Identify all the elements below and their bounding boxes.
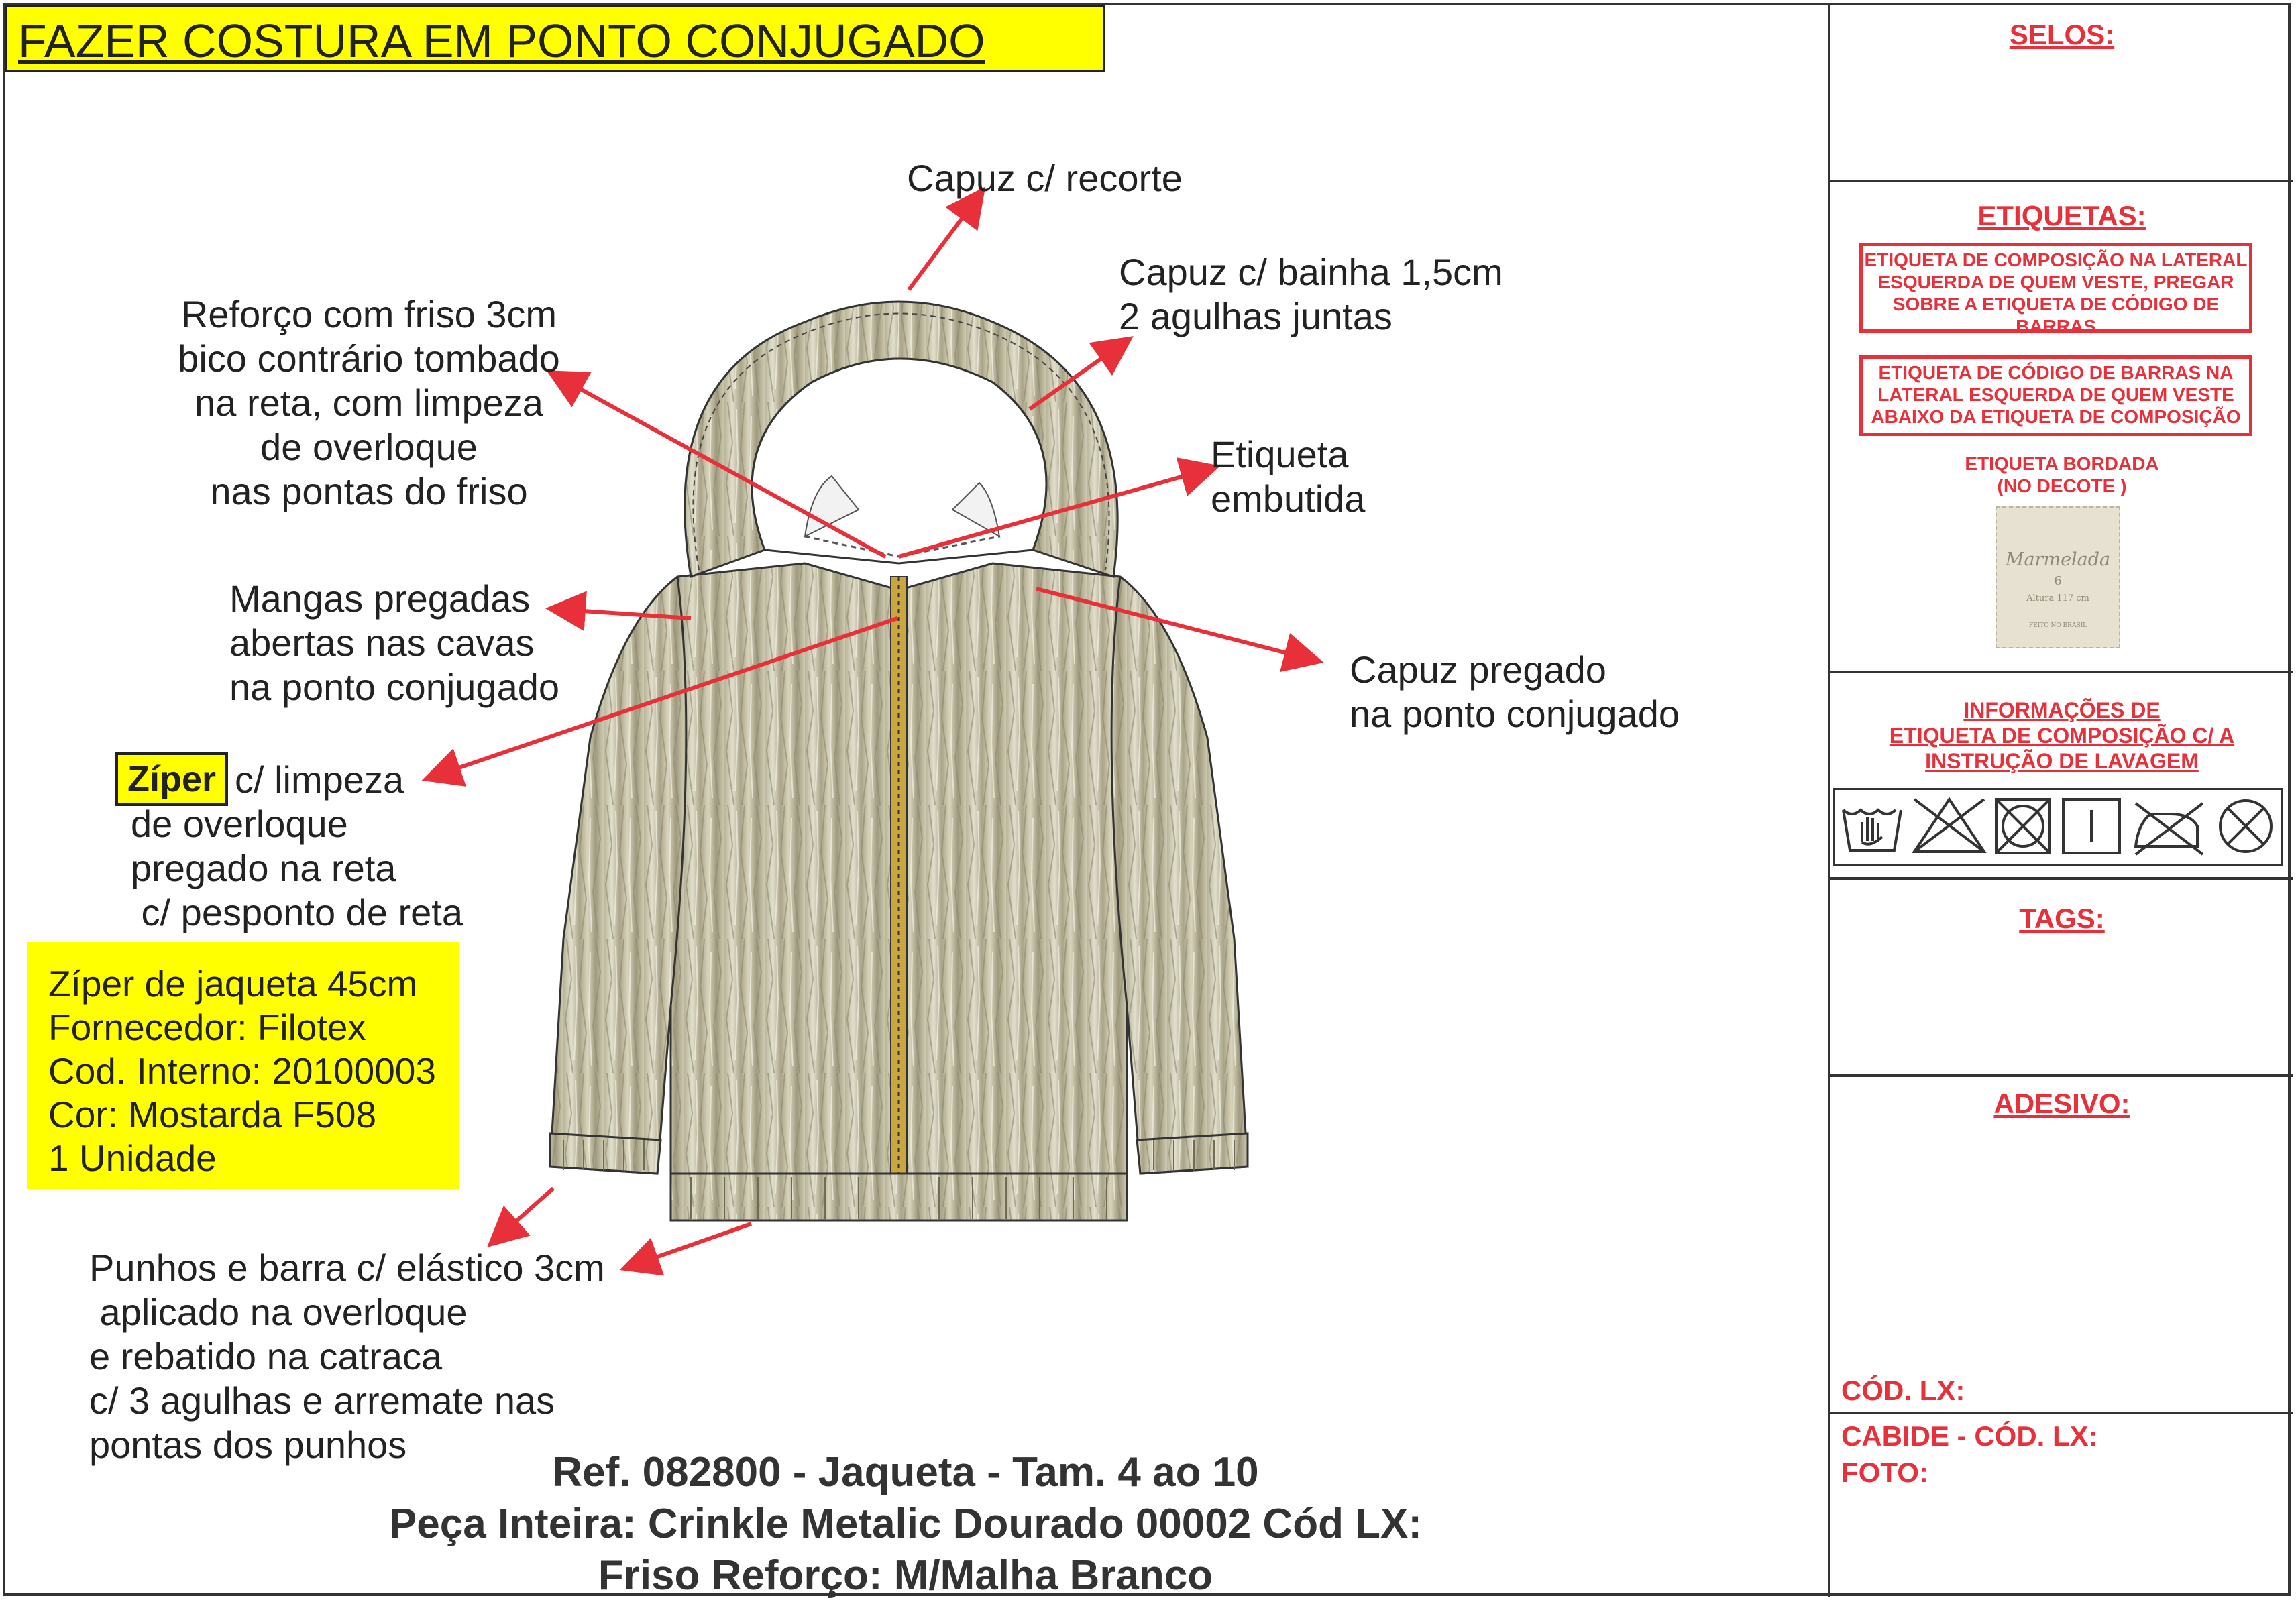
etiqueta-bordada-label: ETIQUETA BORDADA (NO DECOTE ) [1965, 453, 2159, 496]
no-bleach-icon [1914, 799, 1984, 852]
note-capuz-pregado: Capuz pregado na ponto conjugado [1350, 648, 1680, 735]
footer-peca: Peça Inteira: Crinkle Metalic Dourado 00002 Cód LX: [388, 1501, 1423, 1547]
note-capuz-bainha: Capuz c/ bainha 1,5cm 2 agulhas juntas [1119, 251, 1503, 337]
no-dry-clean-icon [2220, 801, 2271, 852]
sidebar-separator [1828, 671, 2293, 673]
informacoes-heading: INFORMAÇÕES DE ETIQUETA DE COMPOSIÇÃO C/ A INSTRUÇÃO DE LAVAGEM [1889, 698, 2235, 773]
note-etiqueta-embutida: Etiqueta embutida [1211, 433, 1366, 520]
etiqueta-codigo-box: ETIQUETA DE CÓDIGO DE BARRAS NA LATERAL ESQUERDA DE QUEM VESTE ABAIXO DA ETIQUETA DE COMPOSIÇÃO [1859, 355, 2252, 436]
ziper-highlight: Zíper [115, 752, 228, 806]
page-title: FAZER COSTURA EM PONTO CONJUGADO [5, 5, 1105, 72]
line-dry-icon [2063, 799, 2120, 853]
label-made: FEITO NO BRASIL [2028, 622, 2087, 629]
no-tumble-dry-icon [1996, 799, 2050, 853]
note-ziper-text: c/ limpeza de overloque pregado na reta c/ pesponto de reta [131, 758, 463, 933]
sidebar-separator [1828, 180, 2293, 182]
sidebar-separator [1828, 877, 2293, 880]
tags-heading: TAGS: [2019, 903, 2105, 934]
note-capuz-recorte: Capuz c/ recorte [907, 157, 1183, 199]
note-ziper [131, 758, 463, 935]
label-height: Altura 117 cm [2026, 593, 2089, 604]
cod-lx-label: CÓD. LX: [1841, 1375, 1965, 1406]
etiqueta-composicao-box: ETIQUETA DE COMPOSIÇÃO NA LATERAL ESQUERDA DE QUEM VESTE, PREGAR SOBRE A ETIQUETA DE CÓDIGO DE BARRAS [1859, 243, 2252, 333]
footer-ref: Ref. 082800 - Jaqueta - Tam. 4 ao 10 [552, 1449, 1259, 1495]
sidebar-separator [1828, 1074, 2293, 1077]
care-instructions [1833, 788, 2283, 866]
foto-label: FOTO: [1841, 1456, 1928, 1488]
ziper-info-box: Zíper de jaqueta 45cm Fornecedor: Filotex Cod. Interno: 20100003 Cor: Mostarda F508 1 Unidade [27, 942, 459, 1189]
note-punhos: Punhos e barra c/ elástico 3cm aplicado na overloque e rebatido na catraca c/ 3 agulhas e arremate nas pontas dos punhos [89, 1247, 605, 1466]
footer-friso: Friso Reforço: M/Malha Branco [598, 1552, 1213, 1599]
brand-label-image [1996, 506, 2120, 648]
sidebar-separator [1828, 1412, 2293, 1414]
adesivo-heading: ADESIVO: [1993, 1088, 2130, 1119]
note-mangas: Mangas pregadas abertas nas cavas na ponto conjugado [229, 577, 559, 708]
sidebar-divider [1828, 3, 1830, 1597]
label-size: 6 [2054, 574, 2062, 588]
cabide-label: CABIDE - CÓD. LX: [1841, 1420, 2098, 1452]
etiquetas-heading: ETIQUETAS: [1977, 200, 2146, 231]
label-brand: Marmelada [2005, 549, 2111, 570]
selos-heading: SELOS: [2009, 19, 2115, 50]
hand-wash-icon [1843, 810, 1901, 850]
note-reforco: Reforço com friso 3cm bico contrário tombado na reta, com limpeza de overloque nas pontas do friso [178, 293, 560, 512]
no-iron-icon [2136, 803, 2203, 854]
